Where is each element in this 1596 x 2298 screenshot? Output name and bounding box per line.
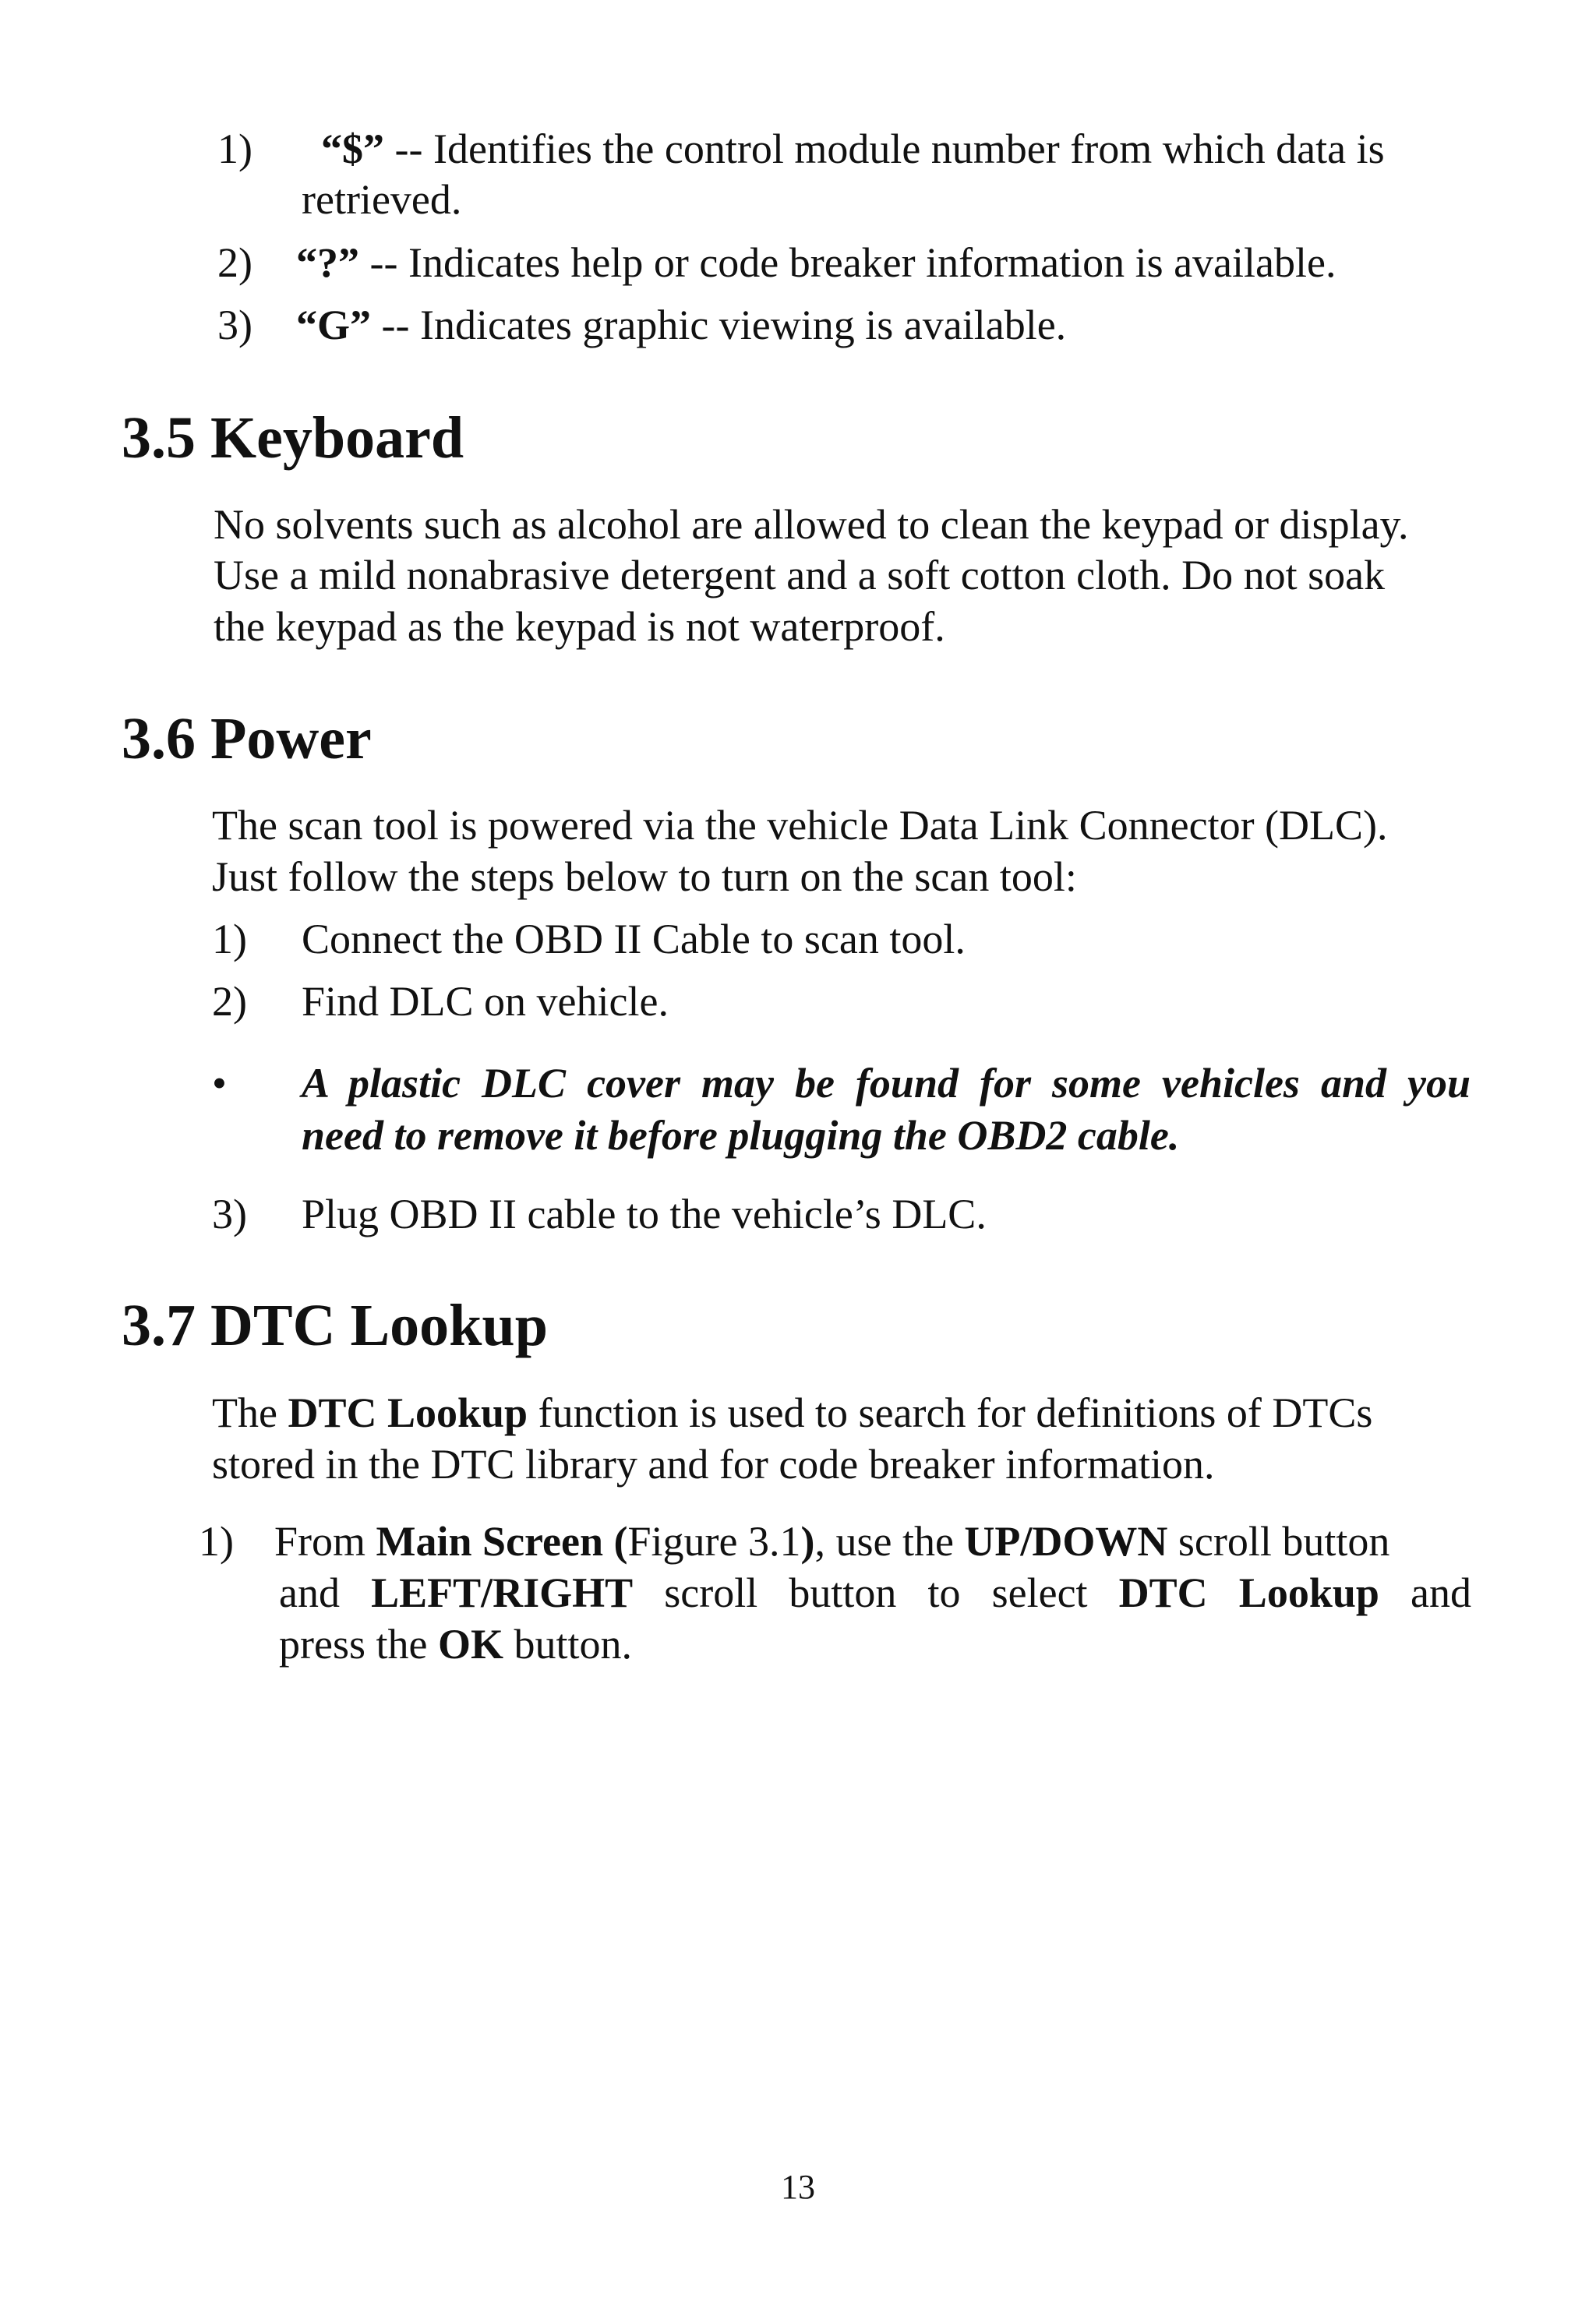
step-text: Plug OBD II cable to the vehicle’s DLC. xyxy=(302,1191,987,1237)
paragraph-line: stored in the DTC library and for code breaker information. xyxy=(212,1441,1215,1488)
symbol-label: “$” xyxy=(321,125,384,172)
paragraph-line: No solvents such as alcohol are allowed to clean the keypad or display. xyxy=(214,501,1409,548)
paragraph-line: the keypad as the keypad is not waterproof. xyxy=(214,603,945,650)
paragraph-line: Just follow the steps below to turn on the scan tool: xyxy=(212,853,1077,900)
step-number: 3) xyxy=(212,1191,247,1237)
section-heading-keyboard: 3.5 Keyboard xyxy=(122,405,464,471)
list-item-number: 2) xyxy=(217,239,252,286)
section-heading-power: 3.6 Power xyxy=(122,706,372,771)
list-item xyxy=(296,300,1066,350)
bullet-icon: • xyxy=(212,1060,227,1107)
note-line: A plastic DLC cover may be found for some vehicles and you xyxy=(302,1060,1471,1107)
step-line: From Main Screen (Figure 3.1), use the UP/DOWN scroll button xyxy=(274,1518,1390,1565)
step-line: press the OK button. xyxy=(279,1621,632,1668)
step-number: 1) xyxy=(199,1518,234,1565)
list-item-text: -- Identifies the control module number from which data is xyxy=(384,125,1385,172)
paragraph-line: Use a mild nonabrasive detergent and a soft cotton cloth. Do not soak xyxy=(214,552,1386,598)
list-item-number: 1) xyxy=(217,125,252,172)
symbol-label: “?” xyxy=(296,239,359,286)
paragraph-line: The scan tool is powered via the vehicle Data Link Connector (DLC). xyxy=(212,802,1388,849)
list-item-number: 3) xyxy=(217,302,252,348)
step-text: Find DLC on vehicle. xyxy=(302,978,669,1025)
note-line: need to remove it before plugging the OBD2 cable. xyxy=(302,1112,1180,1159)
step-text: Connect the OBD II Cable to scan tool. xyxy=(302,916,966,962)
list-item xyxy=(321,124,1385,174)
page-number: 13 xyxy=(781,2168,815,2206)
dtc-lookup-term: DTC Lookup xyxy=(288,1389,528,1436)
step-number: 2) xyxy=(212,978,247,1025)
symbol-label: “G” xyxy=(296,302,372,348)
section-heading-dtc-lookup: 3.7 DTC Lookup xyxy=(122,1293,548,1358)
list-item-text: -- Indicates help or code breaker information is available. xyxy=(359,239,1336,286)
step-line: and LEFT/RIGHT scroll button to select DTC Lookup and xyxy=(279,1569,1472,1616)
list-item-continuation: retrieved. xyxy=(302,176,462,223)
ok-button-term: OK xyxy=(437,1621,503,1668)
paragraph-line: The DTC Lookup function is used to search for definitions of DTCs xyxy=(212,1389,1373,1436)
step-number: 1) xyxy=(212,916,247,962)
list-item-text: -- Indicates graphic viewing is available. xyxy=(371,302,1067,348)
list-item xyxy=(296,238,1336,288)
